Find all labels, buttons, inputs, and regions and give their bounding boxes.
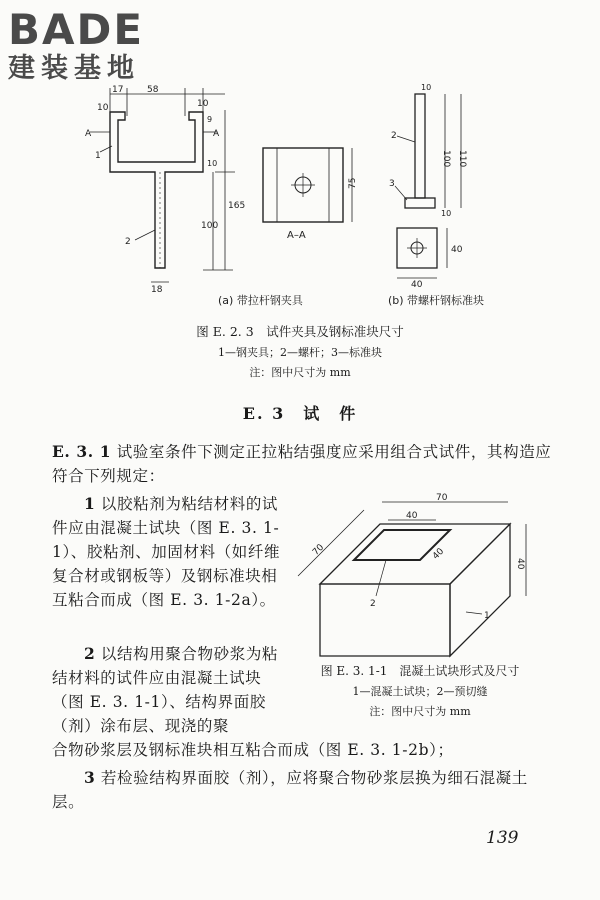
clause-item-2-tail: 合物砂浆层及钢标准块相互粘合而成（图 E. 3. 1-2b）； [52,741,454,759]
figure-e23-title: 图 E. 2. 3 试件夹具及钢标准块尺寸 [196,324,404,339]
clause-e31 [52,440,552,488]
figure-concrete-block [290,488,540,658]
dim-b-40-w: 40 [411,280,423,290]
figure-e311-title: 图 E. 3. 1-1 混凝土试块形式及尺寸 [320,664,520,678]
dim-block-inner-40: 40 [406,511,418,521]
figure-e23-note: 注：图中尺寸为 mm [249,366,351,379]
figure-b-subcaption: (b) 带螺杆钢标准块 [388,294,485,307]
label-a-1: 1 [95,151,101,161]
section-mark-left: A [85,129,92,139]
dim-b-side-10: 10 [441,209,452,218]
figure-e311-legend: 1—混凝土试块；2—预切缝 [352,685,488,698]
dim-block-height-40: 40 [515,558,525,570]
item-1-number: 1 [84,494,96,513]
logo [8,5,178,84]
dim-a-top-right: 10 [197,99,209,109]
figure-a-subcaption: (a) 带拉杆钢夹具 [218,294,303,307]
item-3-text: 若检验结构界面胶（剂），应将聚合物砂浆层换为细石混凝土层。 [52,769,528,811]
label-block-1: 1 [484,611,490,621]
clause-e31-number: E. 3. 1 [52,442,112,461]
figure-section-aa [255,140,365,240]
section-mark-right: A [213,129,220,139]
dim-b-110: 110 [457,150,467,168]
label-block-2: 2 [370,599,376,609]
label-b-2: 2 [391,131,397,141]
logo-brand: BADE [8,5,145,54]
figure-e23-legend: 1—钢夹具；2—螺杆；3—标准块 [218,346,382,359]
figure-b-standard-block [385,80,495,290]
section-aa-caption: A–A [287,230,306,240]
clause-item-1 [52,492,284,612]
dim-a-165: 165 [228,201,246,211]
dim-a-side-10: 10 [207,159,218,168]
dim-a-top-left: 10 [97,103,109,113]
section-heading: E. 3 试 件 [242,404,358,423]
clause-item-3 [52,766,552,814]
label-a-2: 2 [125,237,131,247]
dim-a-17: 17 [112,85,124,95]
item-3-number: 3 [84,768,96,787]
item-2-number: 2 [84,644,96,663]
figure-a-steel-clamp [85,80,255,295]
logo-subtitle: 建装基地 [8,53,140,84]
dim-b-100: 100 [441,150,451,168]
item-2-text: 以结构用聚合物砂浆为粘结材料的试件应由混凝土试块（图 E. 3. 1-1）、结构界面胶（剂）涂布层、现浇的聚 [52,645,279,735]
dim-block-side-70: 70 [311,542,327,558]
page-number: 139 [486,828,519,848]
dim-b-top-10: 10 [421,83,432,92]
dim-a-9: 9 [207,115,213,124]
dim-block-diag-40: 40 [431,546,447,562]
dim-aa-75: 75 [348,177,358,189]
dim-a-100: 100 [201,221,219,231]
dim-a-58: 58 [147,85,159,95]
dim-a-18: 18 [151,285,163,295]
figure-e311-note: 注：图中尺寸为 mm [369,705,471,718]
clause-item-2 [52,642,284,738]
dim-b-40-h: 40 [451,245,463,255]
clause-e31-text: 试验室条件下测定正拉粘结强度应采用组合式试件，其构造应符合下列规定： [52,443,552,485]
label-b-3: 3 [389,179,395,189]
dim-block-top-70: 70 [436,493,448,503]
item-1-text: 以胶粘剂为粘结材料的试件应由混凝土试块（图 E. 3. 1-1）、胶粘剂、加固材料（如纤维复合材或钢板等）及钢标准块相互粘合而成（图 E. 3. 1-2a）。 [52,495,281,609]
